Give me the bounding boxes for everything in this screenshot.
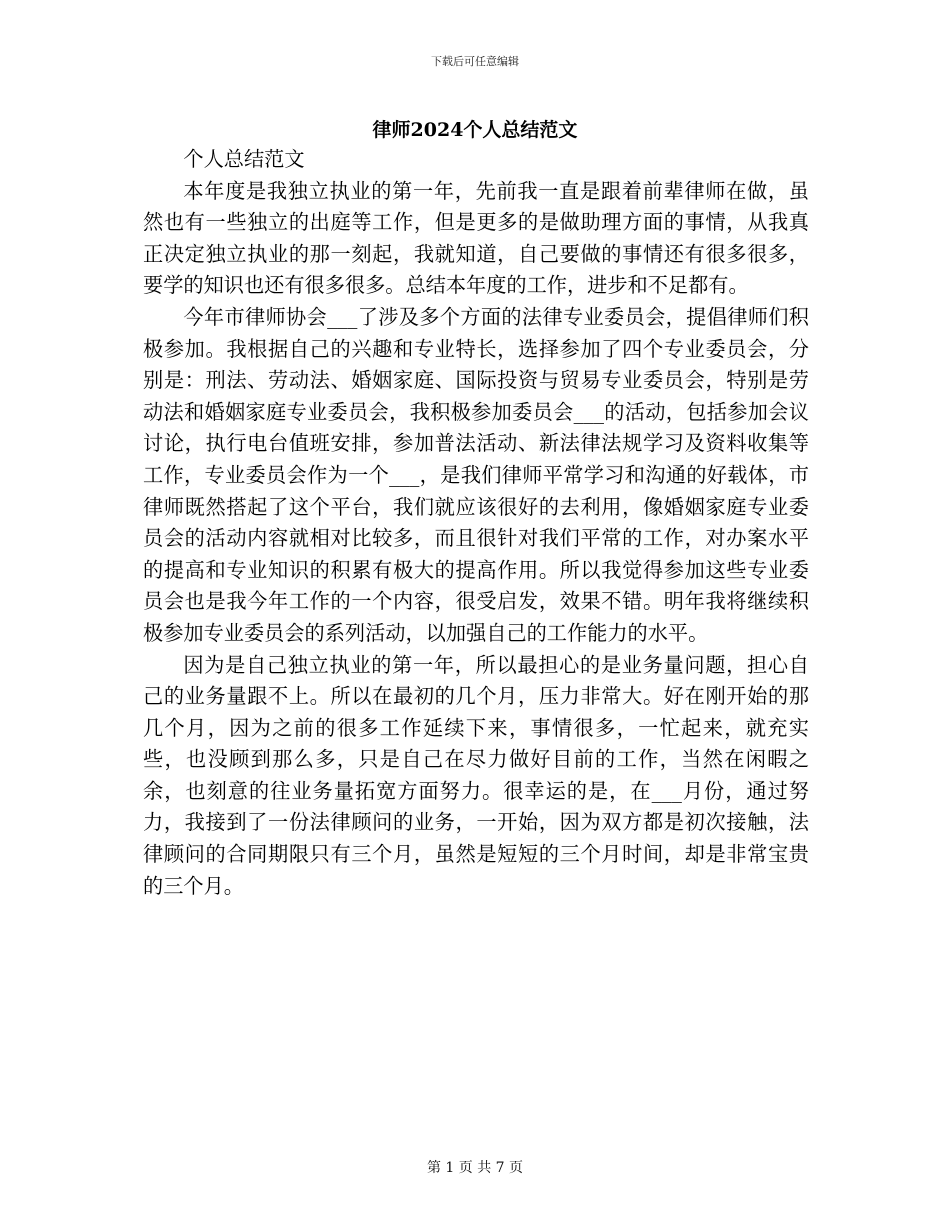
paragraph-subtitle: 个人总结范文	[183, 147, 305, 171]
document-title: 律师2024个人总结范文	[372, 119, 578, 141]
header-note: 下载后可任意编辑	[431, 55, 519, 68]
paragraph: 本年度是我独立执业的第一年，先前我一直是跟着前辈律师在做，虽然也有一些独立的出庭等工作，但是更多的是做助理方面的事情，从我真正决定独立执业的那一刻起，我就知道，自己要做的事情还有很多很多，要学的知识也还有很多很多。总结本年度的工作，进步和不足都有。	[143, 178, 809, 298]
page-number-footer: 第 1 页 共 7 页	[426, 1160, 524, 1176]
paragraph: 今年市律师协会___了涉及多个方面的法律专业委员会，提倡律师们积极参加。我根据自己的兴趣和专业特长，选择参加了四个专业委员会，分别是：刑法、劳动法、婚姻家庭、国际投资与贸易专业委员会，特别是劳动法和婚姻家庭专业委员会，我积极参加委员会___的活动，包括参加会议讨论，执行电台值班安排，参加普法活动、新法律法规学习及资料收集等工作，专业委员会作为一个___，是我们律师平常学习和沟通的好载体，市律师既然搭起了这个平台，我们就应该很好的去利用，像婚姻家庭专业委员会的活动内容就相对比较多，而且很针对我们平常的工作，对办案水平的提高和专业知识的积累有极大的提高作用。所以我觉得参加这些专业委员会也是我今年工作的一个内容，很受启发，效果不错。明年我将继续积极参加专业委员会的系列活动，以加强自己的工作能力的水平。	[143, 304, 809, 645]
document-body	[143, 144, 809, 902]
paragraph: 因为是自己独立执业的第一年，所以最担心的是业务量问题，担心自己的业务量跟不上。所以在最初的几个月，压力非常大。好在刚开始的那几个月，因为之前的很多工作延续下来，事情很多，一忙起来，就充实些，也没顾到那么多，只是自己在尽力做好目前的工作，当然在闲暇之余，也刻意的往业务量拓宽方面努力。很幸运的是，在___月份，通过努力，我接到了一份法律顾问的业务，一开始，因为双方都是初次接触，法律顾问的合同期限只有三个月，虽然是短短的三个月时间，却是非常宝贵的三个月。	[143, 652, 809, 898]
